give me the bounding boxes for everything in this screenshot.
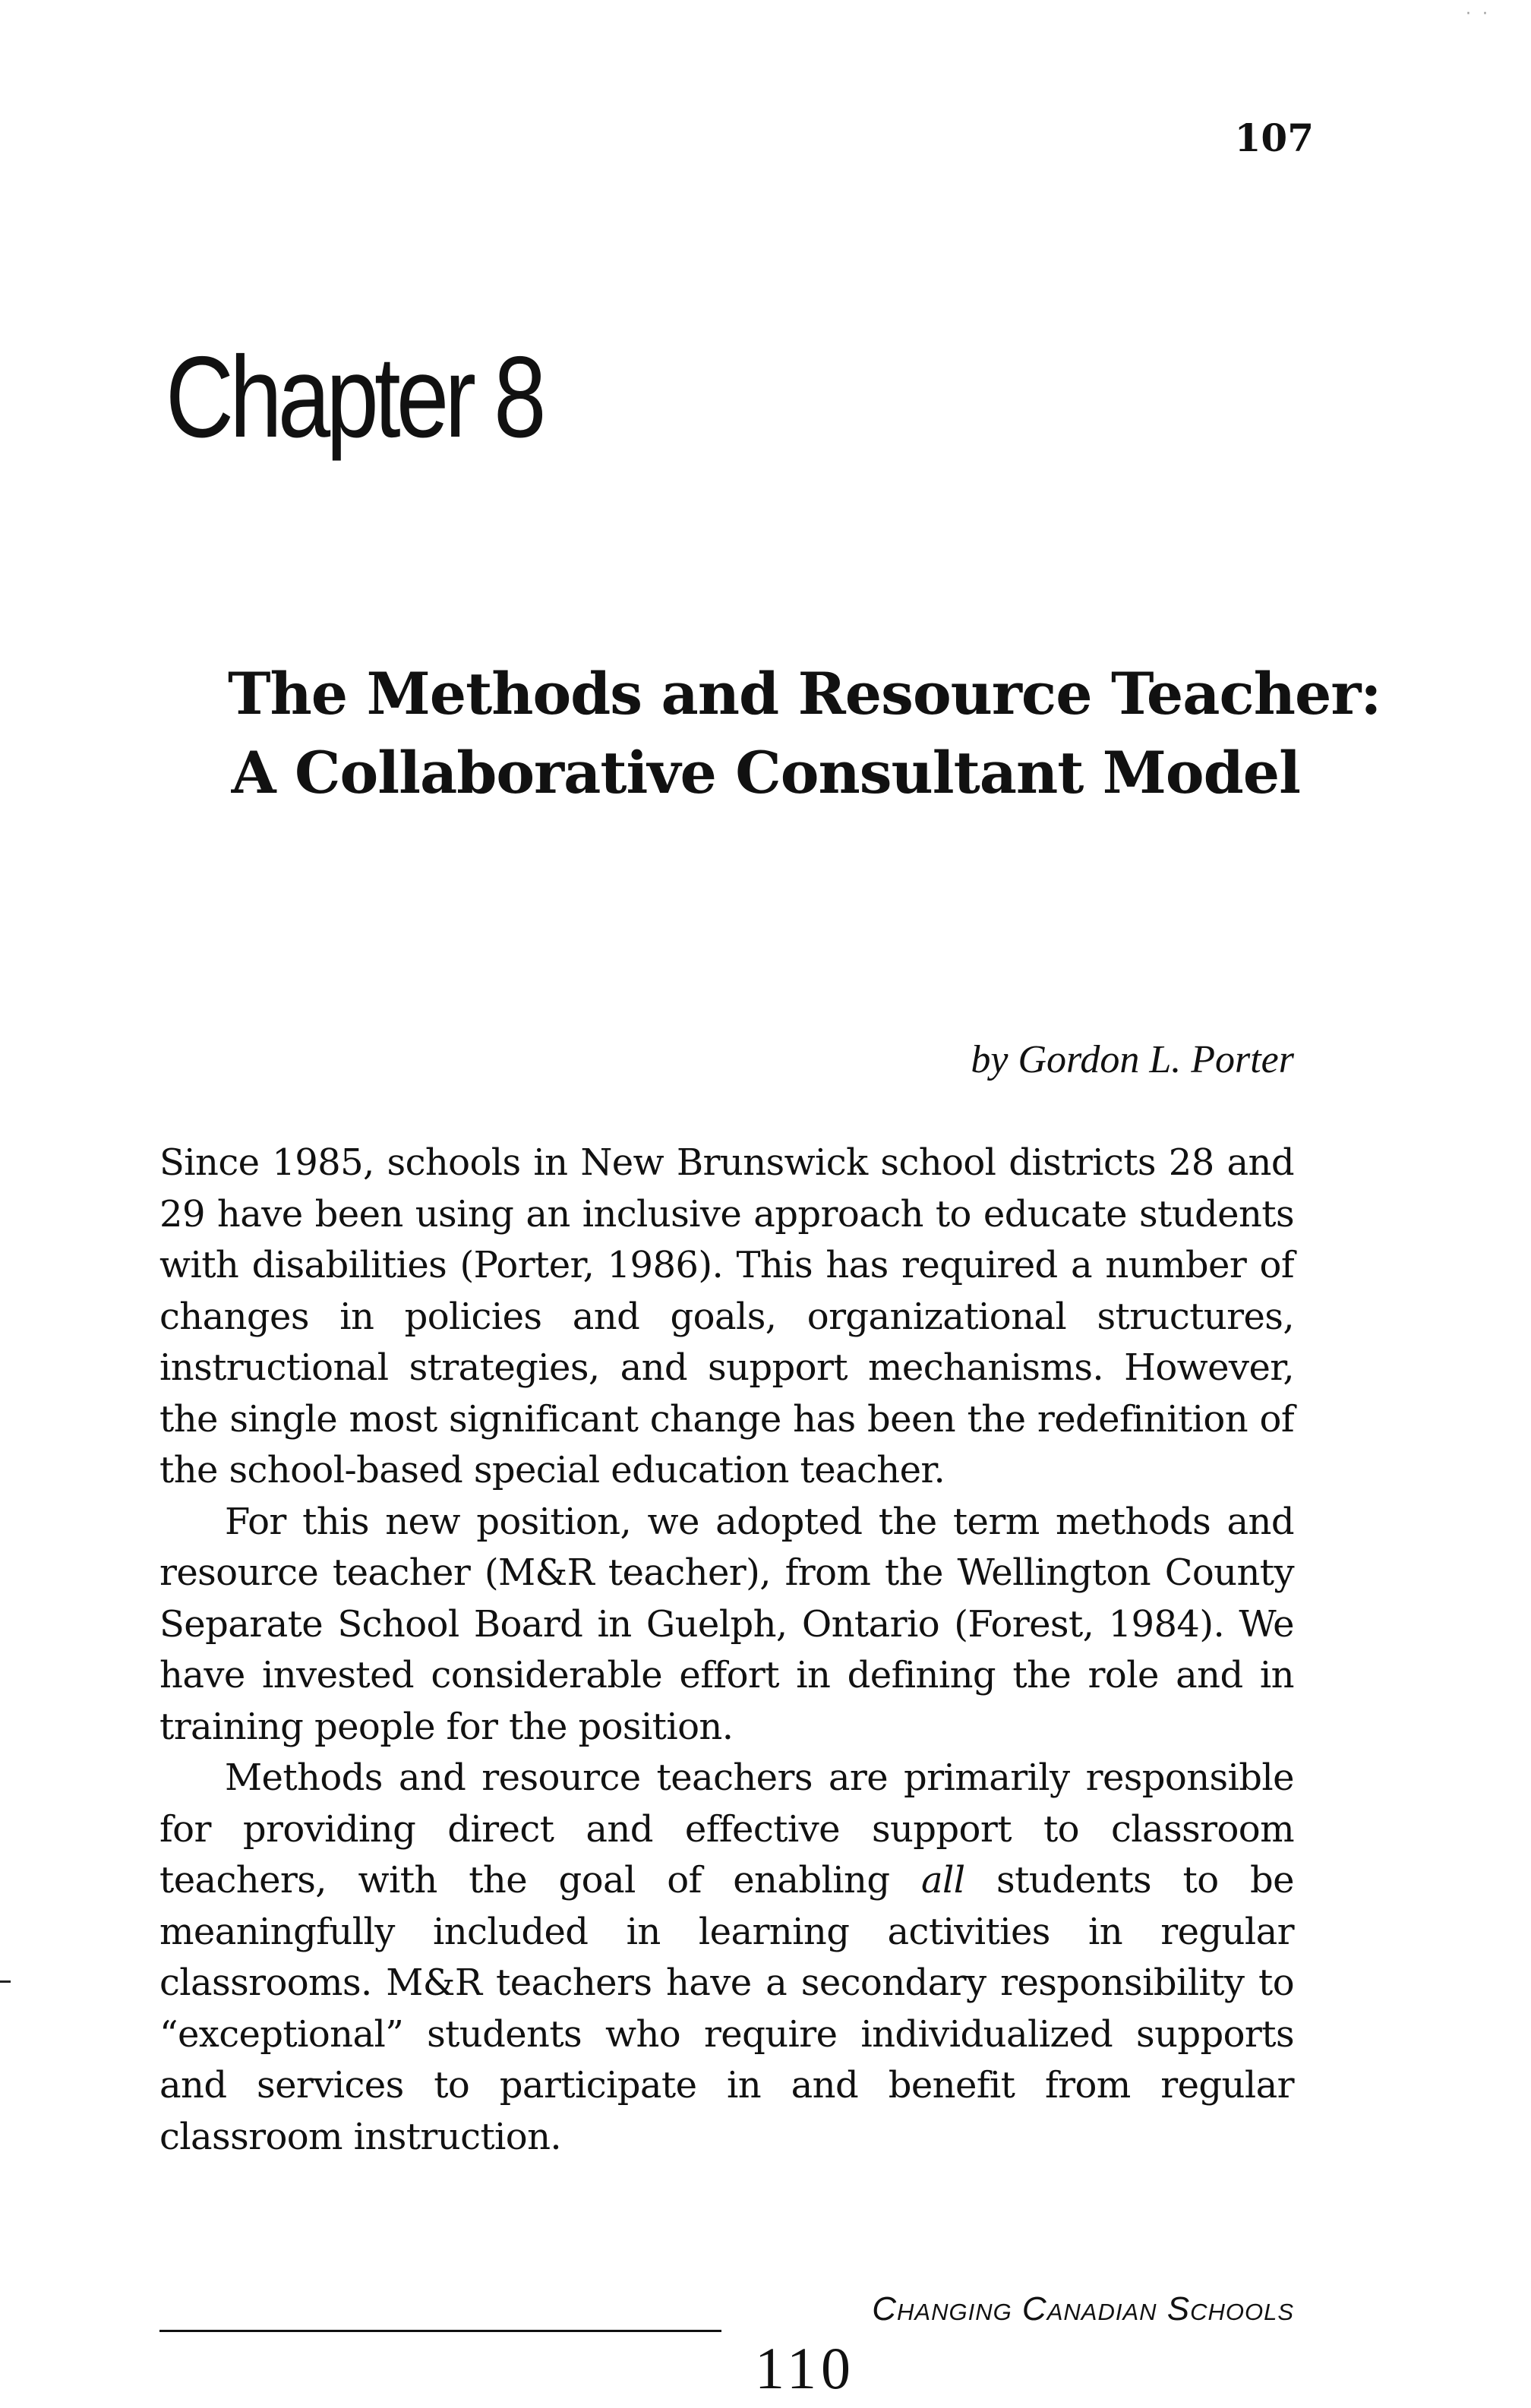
paragraph-3 — [159, 1753, 1294, 2163]
chapter-title — [228, 655, 1381, 813]
footer-stamp-number: 110 — [754, 2335, 856, 2401]
margin-mark — [0, 1980, 11, 1983]
paragraph-1: Since 1985, schools in New Brunswick school districts 28 and 29 have been using an inclusive approach to educate students with disabilities (Porter, 1986). This has required a number of changes in policies and goals, organizational structures, instructional strategies, and support mechanisms. However, the single most significant change has been the redefinition of the school-based special education teacher. — [159, 1141, 1294, 1491]
author-byline: by Gordon L. Porter — [971, 1038, 1294, 1081]
paragraph-3-part-2: students to be meaningfully included in learning activities in regular classrooms. M&R teachers have a secondary responsibility to “exceptional” students who require individualized supports and services to participate in and benefit from regular classroom instruction. — [159, 1859, 1294, 2158]
page-number: 107 — [1234, 115, 1314, 160]
footer-rule — [159, 2330, 721, 2332]
scan-speck: · · — [1466, 5, 1491, 24]
chapter-heading: Chapter 8 — [166, 333, 542, 462]
body-text — [159, 1138, 1294, 2163]
chapter-title-line-1: The Methods and Resource Teacher: — [228, 660, 1381, 727]
chapter-title-line-2: A Collaborative Consultant Model — [231, 739, 1300, 806]
footer-book-title: Changing Canadian Schools — [872, 2290, 1294, 2328]
emphasis-all: all — [920, 1859, 965, 1901]
paragraph-3-part-1: Methods and resource teachers are primarily responsible for providing direct and effective support to classroom teachers, with the goal of enabling — [159, 1756, 1294, 1901]
paragraph-2: For this new position, we adopted the term methods and resource teacher (M&R teacher), from the Wellington County Separate School Board in Guelph, Ontario (Forest, 1984). We have invested considerable effort in defining the role and in training people for the position. — [159, 1500, 1294, 1748]
